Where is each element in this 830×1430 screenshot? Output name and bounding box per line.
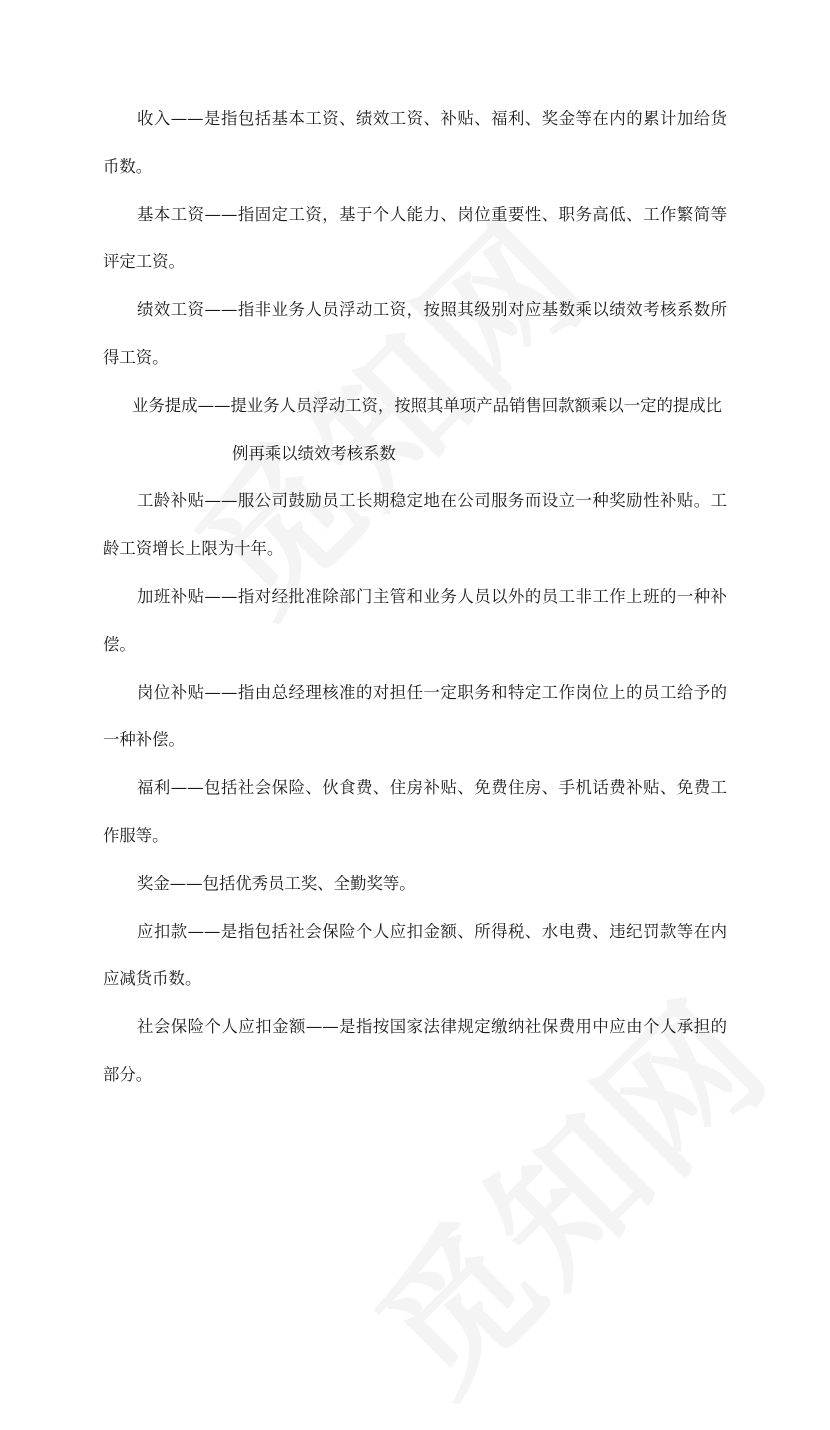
definition-text: 指对经批准除部门主管和业务人员以外的员工非工作上班的一种补偿。 bbox=[103, 586, 728, 654]
definition-overtime-allowance bbox=[103, 573, 727, 669]
term: 社会保险个人应扣金额 bbox=[137, 1017, 306, 1037]
term: 收入 bbox=[137, 109, 171, 128]
definition-text: 服公司鼓励员工长期稳定地在公司服务而设立一种奖励性补贴。工龄工资增长上限为十年。 bbox=[103, 491, 728, 559]
definition-text: 指固定工资，基于个人能力、岗位重要性、职务高低、工作繁简等评定工资。 bbox=[103, 204, 728, 272]
document-body bbox=[103, 95, 727, 1099]
definition-income bbox=[103, 95, 727, 191]
separator: —— bbox=[204, 300, 238, 320]
definition-base-salary bbox=[103, 191, 727, 287]
term: 岗位补贴 bbox=[137, 682, 205, 702]
term: 工龄补贴 bbox=[137, 491, 205, 511]
separator: —— bbox=[169, 873, 203, 893]
definition-seniority-allowance bbox=[103, 477, 727, 573]
definition-text: 是指包括社会保险个人应扣金额、所得税、水电费、违纪罚款等在内应减货币数。 bbox=[103, 921, 727, 989]
term: 福利 bbox=[137, 778, 171, 798]
definition-position-allowance bbox=[103, 669, 727, 765]
definition-deductions bbox=[103, 908, 727, 1004]
definition-text: 是指按国家法律规定缴纳社保费用中应由个人承担的部分。 bbox=[103, 1017, 728, 1084]
definition-continuation: 例再乘以绩效考核系数 bbox=[232, 443, 396, 463]
separator: —— bbox=[204, 491, 238, 511]
definition-bonus bbox=[103, 860, 727, 908]
separator: —— bbox=[170, 109, 204, 128]
definition-sales-commission bbox=[103, 382, 727, 478]
term: 加班补贴 bbox=[137, 586, 205, 606]
definition-text: 指非业务人员浮动工资，按照其级别对应基数乘以绩效考核系数所得工资。 bbox=[103, 300, 728, 367]
separator: —— bbox=[204, 586, 238, 606]
definition-text: 提业务人员浮动工资，按照其单项产品销售回款额乘以一定的提成比 bbox=[230, 395, 723, 415]
separator: —— bbox=[187, 921, 221, 941]
definition-text: 包括社会保险、伙食费、住房补贴、免费住房、手机话费补贴、免费工作服等。 bbox=[103, 778, 728, 845]
separator: —— bbox=[197, 395, 231, 415]
definition-text: 包括优秀员工奖、全勤奖等。 bbox=[202, 873, 416, 893]
term: 业务提成 bbox=[132, 395, 198, 415]
separator: —— bbox=[305, 1017, 339, 1037]
term: 奖金 bbox=[137, 873, 170, 893]
definition-welfare bbox=[103, 764, 727, 860]
term: 绩效工资 bbox=[137, 300, 205, 320]
definition-performance-salary bbox=[103, 286, 727, 382]
separator: —— bbox=[170, 778, 204, 798]
definition-social-insurance-deduction bbox=[103, 1003, 727, 1099]
definition-text: 指由总经理核准的对担任一定职务和特定工作岗位上的员工给予的一种补偿。 bbox=[103, 682, 728, 750]
definition-text: 是指包括基本工资、绩效工资、补贴、福利、奖金等在内的累计加给货币数。 bbox=[103, 109, 728, 176]
separator: —— bbox=[204, 204, 238, 224]
separator: —— bbox=[204, 682, 238, 702]
term: 基本工资 bbox=[137, 204, 205, 224]
term: 应扣款 bbox=[137, 921, 188, 941]
